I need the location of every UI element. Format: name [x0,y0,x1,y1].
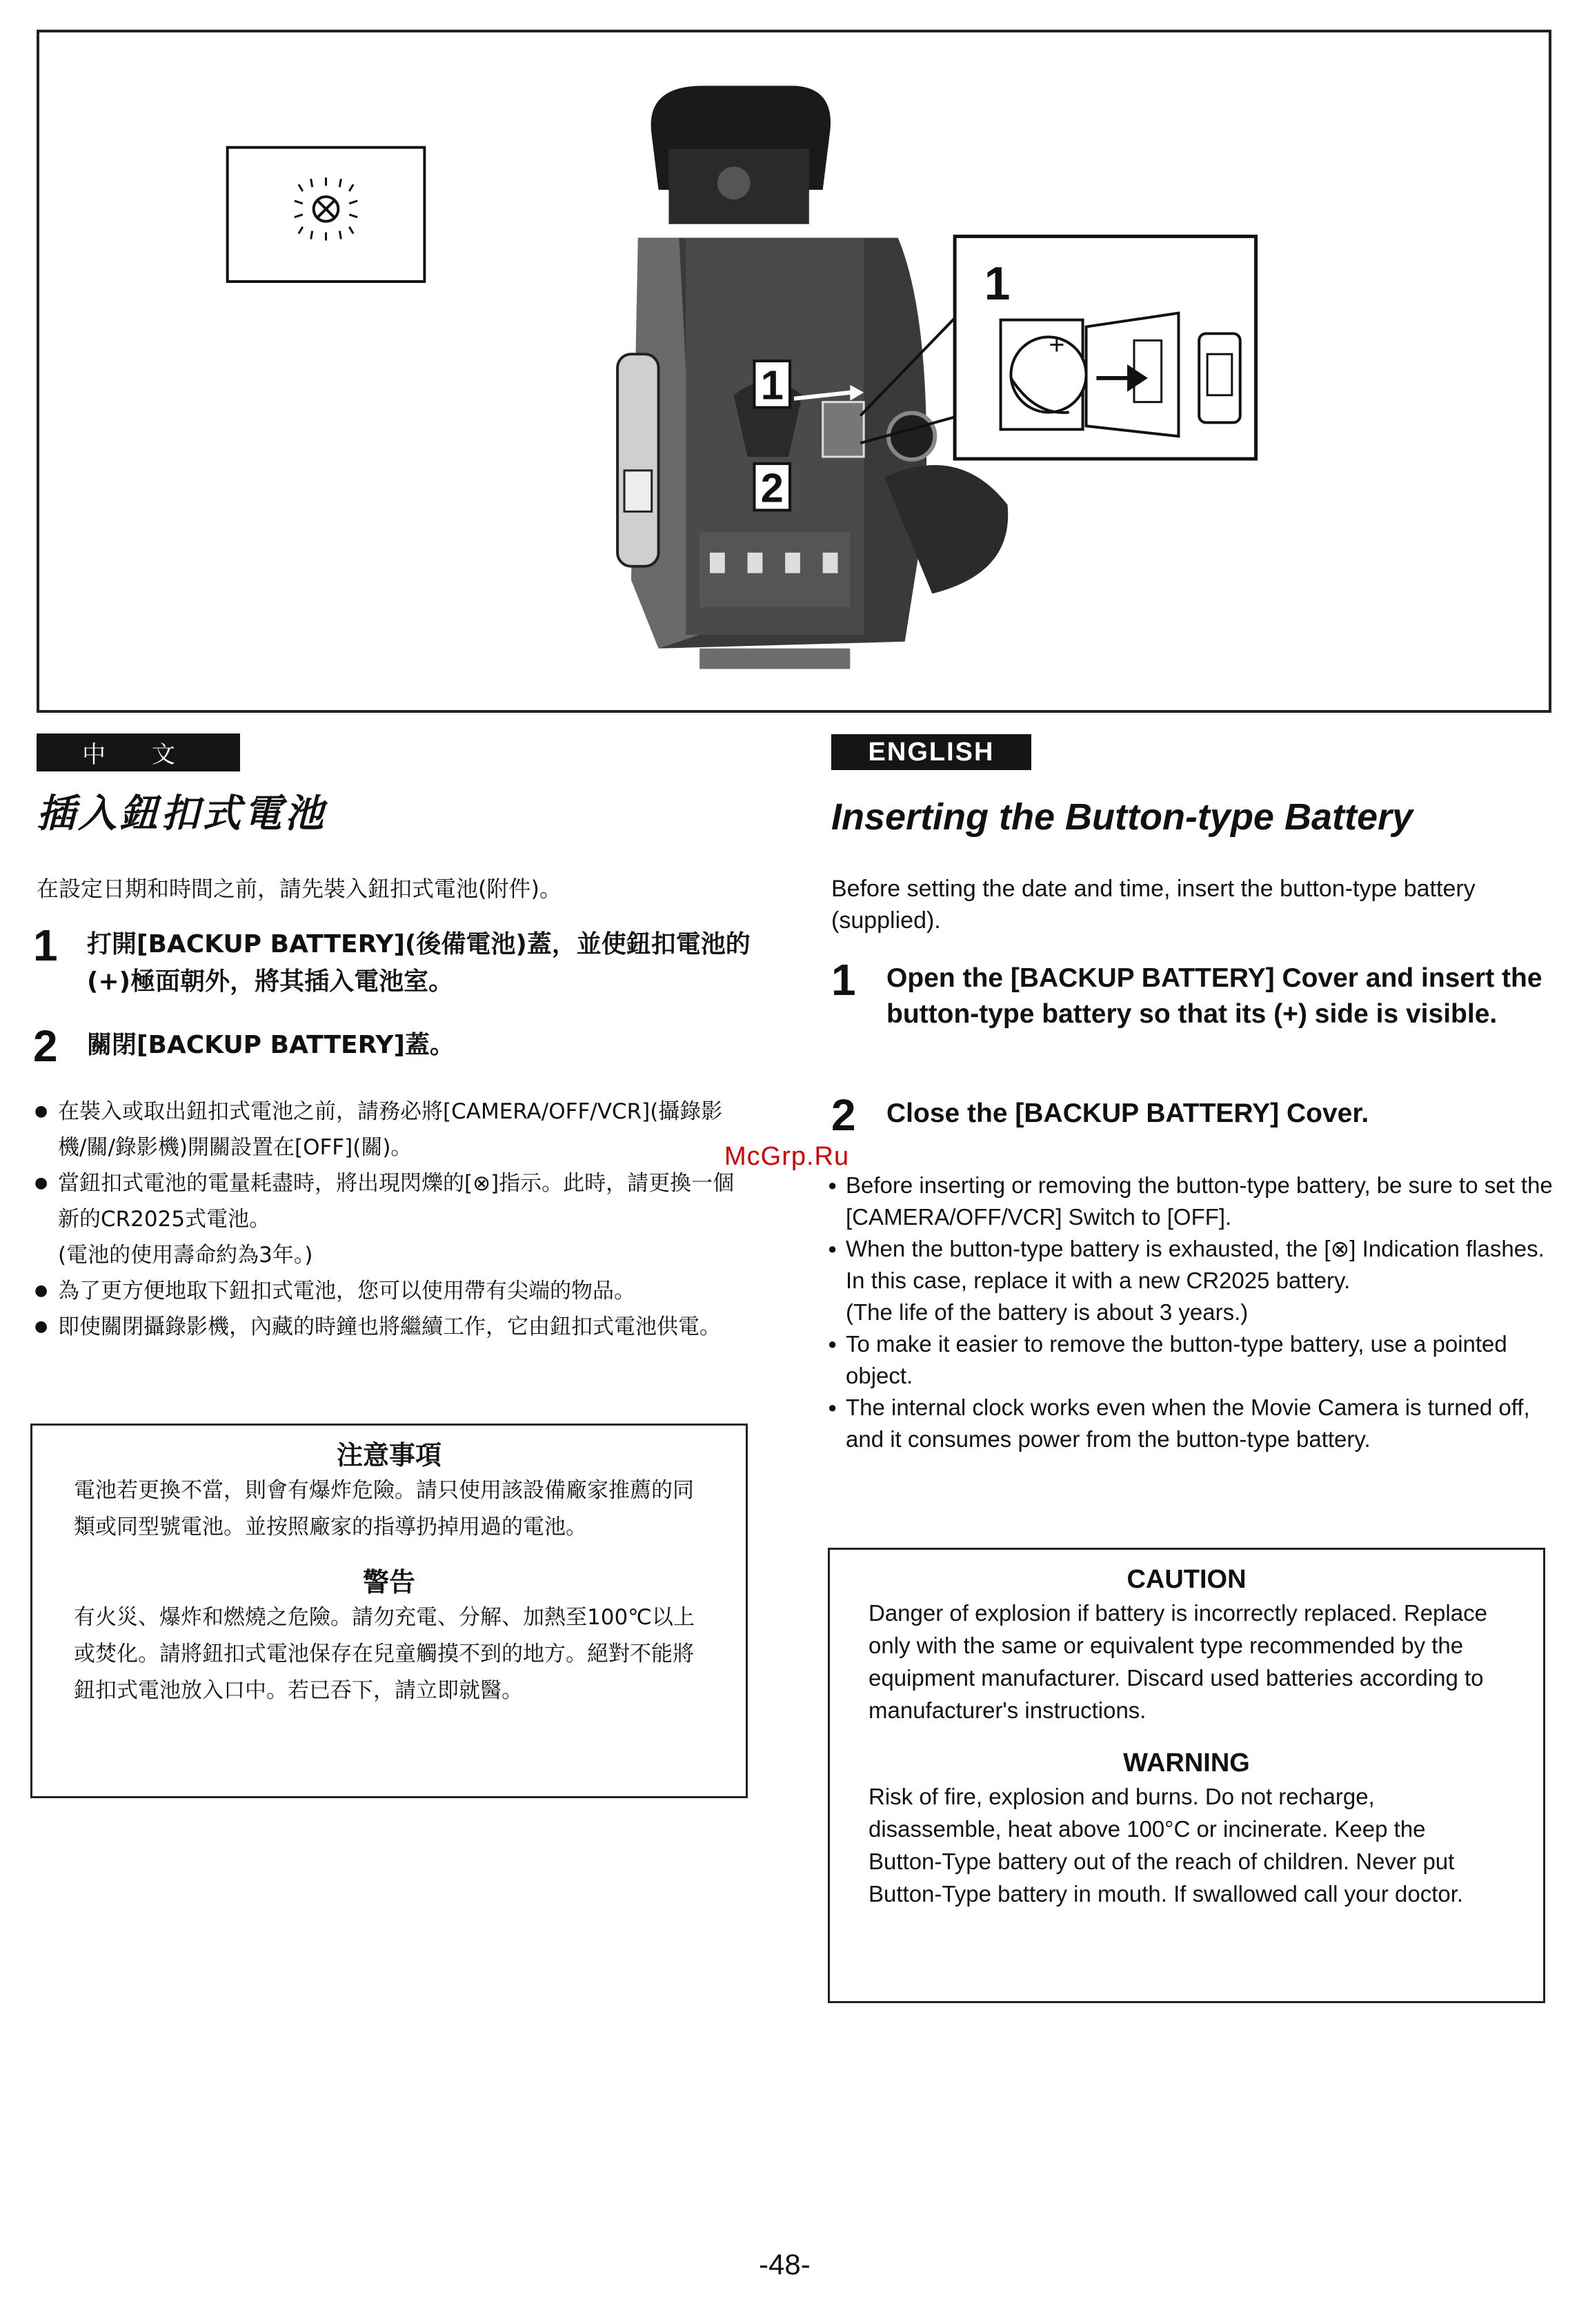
camera-body [617,86,1008,669]
svg-text:2: 2 [760,464,784,511]
step-text: Close the [BACKUP BATTERY] Cover. [886,1099,1369,1128]
caution-text: 電池若更換不當，則會有爆炸危險。請只使用該設備廠家推薦的同類或同型號電池。並按照廠家的指導扔掉用過的電池。 [74,1478,694,1539]
list-item: ● When the button-type battery is exhausted, the [⊗] Indication flashes. In this case, replace it with a new CR2025 battery. (The life of the battery is about 3 years.) [826,1233,1558,1328]
chinese-caution-box [30,1424,748,1798]
caution-heading: 注意事項 [336,1440,441,1470]
list-item: ● 當鈕扣式電池的電量耗盡時，將出現閃爍的[⊗]指示。此時，請更換一個新的CR2025式電池。 (電池的使用壽命約為3年。) [33,1165,751,1273]
english-step-1 [831,955,1556,1032]
warning-text: 有火災、爆炸和燃燒之危險。請勿充電、分解、加熱至100℃以上或焚化。請將鈕扣式電池保存在兒童觸摸不到的地方。絕對不能將鈕扣式電池放入口中。若已吞下，請立即就醫。 [74,1605,695,1703]
chinese-notes-list [33,1094,751,1345]
battery-detail-inset [955,237,1255,459]
warning-heading: 警告 [362,1567,415,1597]
english-intro: Before setting the date and time, insert the button-type battery (supplied). [831,876,1476,934]
english-section-title: Inserting the Button-type Battery [831,796,1413,838]
page-number: -48- [759,2248,811,2281]
lcd-indicator-panel [228,148,425,282]
caution-text: Danger of explosion if battery is incorrectly replaced. Replace only with the same or equivalent type recommended by the equipment manufacturer. Discard used batteries according to manufacturer's instructions. [869,1600,1487,1723]
list-item: ● Before inserting or removing the button-type battery, be sure to set the [CAMERA/OFF/VCR] Switch to [OFF]. [826,1170,1558,1233]
camera-illustration [37,30,1551,713]
step-text: 關閉[BACKUP BATTERY]蓋。 [87,1031,455,1059]
callout-2 [754,464,790,511]
list-item: ● To make it easier to remove the button-type battery, use a pointed object. [826,1328,1558,1392]
list-item: ● 即使關閉攝錄影機，內藏的時鐘也將繼續工作，它由鈕扣式電池供電。 [33,1309,751,1345]
warning-text: Risk of fire, explosion and burns. Do not recharge, disassemble, heat above 100°C or incinerate. Keep the Button-Type battery out of the reach of children. Never put Button-Type battery in mouth. If swallowed call your doctor. [869,1784,1464,1907]
list-item: ● 在裝入或取出鈕扣式電池之前，請務必將[CAMERA/OFF/VCR](攝錄影機/關/錄影機)開關設置在[OFF](關)。 [33,1094,751,1165]
list-item: ● 為了更方便地取下鈕扣式電池，您可以使用帶有尖端的物品。 [33,1273,751,1309]
step-text: 打開[BACKUP BATTERY](後備電池)蓋，並使鈕扣電池的(+)極面朝外，將其插入電池室。 [87,930,751,996]
english-notes-list [826,1170,1558,1455]
chinese-intro: 在設定日期和時間之前，請先裝入鈕扣式電池(附件)。 [37,876,562,902]
caution-heading: CAUTION [1127,1565,1247,1594]
chinese-section-title: 插入鈕扣式電池 [37,791,326,836]
step-number: 2 [831,1090,856,1140]
step-number: 1 [831,955,856,1005]
english-language-tab: ENGLISH [831,734,1031,770]
chinese-language-tab: 中 文 [37,733,240,771]
english-caution-box [828,1548,1545,2003]
list-item: ● The internal clock works even when the Movie Camera is turned off, and it consumes power from the button-type battery. [826,1392,1558,1455]
english-step-2 [831,1090,1556,1140]
svg-text:+: + [1049,330,1065,361]
step-number: 1 [33,920,58,970]
chinese-step-2 [33,1021,757,1071]
battery-life-note: (The life of the battery is about 3 years.) [846,1299,1249,1325]
step-text: Open the [BACKUP BATTERY] Cover and insert the button-type battery so that its (+) side is visible. [886,963,1542,1029]
svg-text:1: 1 [984,257,1011,310]
watermark: McGrp.Ru [724,1142,850,1171]
step-number: 2 [33,1021,58,1071]
chinese-step-1 [33,920,757,1001]
callout-1-small [754,361,790,408]
svg-text:1: 1 [760,362,784,408]
warning-heading: WARNING [1123,1749,1250,1778]
battery-life-note: (電池的使用壽命約為3年。) [58,1243,313,1268]
